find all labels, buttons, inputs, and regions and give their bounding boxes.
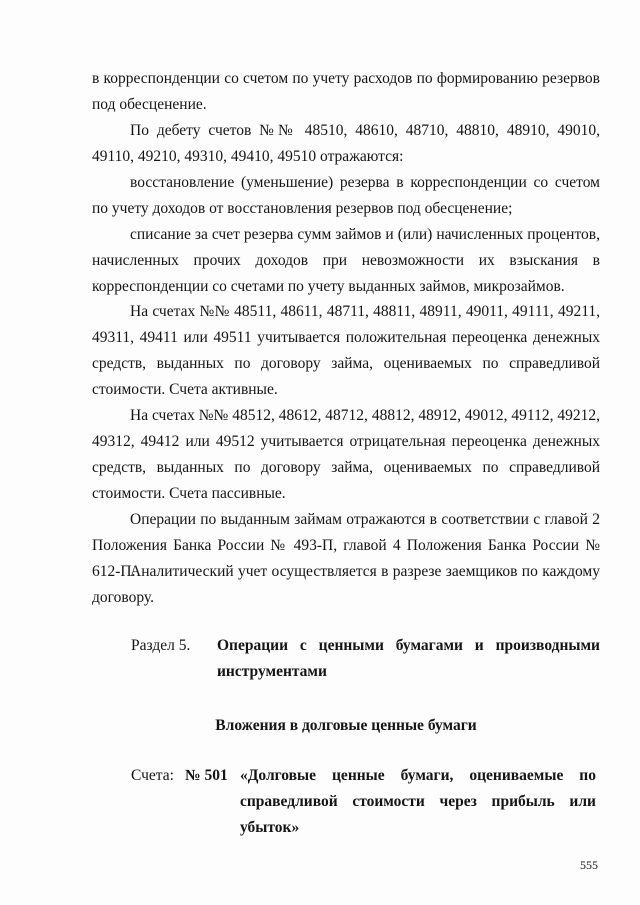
section-label: Раздел 5. (131, 637, 191, 654)
paragraph-4: списание за счет резерва сумм займов и (или) начисленных процентов, начисленных прочих доходов при невозможности их взыскания в корреспонденции со счетами по учету выданных займов, микрозаймов. (92, 226, 600, 295)
subheading: Вложения в долговые ценные бумаги (215, 717, 477, 734)
paragraph-8: Аналитический учет осуществляется в разрезе заемщиков по каждому договору. (92, 563, 600, 606)
paragraph-2: По дебету счетов №№ 48510, 48610, 48710, 48810, 48910, 49010, 49110, 49210, 49310, 49410, 49510 отражаются: (92, 122, 600, 165)
accounts-label: Счета: (131, 767, 174, 784)
account-number: № 501 (185, 767, 228, 784)
page-number: 555 (580, 858, 598, 872)
paragraph-3: восстановление (уменьшение) резерва в корреспонденции со счетом по учету доходов от восстановления резервов под обесценение; (92, 174, 600, 217)
section-title: Операции с ценными бумагами и производными инструментами (217, 637, 600, 680)
paragraph-5: На счетах №№ 48511, 48611, 48711, 48811, 48911, 49011, 49111, 49211, 49311, 49411 или 49511 учитывается положительная переоценка денежных средств, выданных по договору займа, оцениваемых по справедливой стоимости. Счета активные. (92, 303, 600, 398)
paragraph-7: Операции по выданным займам отражаются в соответствии с главой 2 Положения Банка России № 493-П, главой 4 Положения Банка России № 612-П. (92, 511, 600, 580)
paragraph-6: На счетах №№ 48512, 48612, 48712, 48812, 48912, 49012, 49112, 49212, 49312, 49412 или 49512 учитывается отрицательная переоценка денежных средств, выданных по договору займа, оцениваемых по справедливой стоимости. Счета пассивные. (92, 407, 600, 502)
account-title: «Долговые ценные бумаги, оцениваемые по справедливой стоимости через прибыль или убыток» (240, 767, 596, 836)
paragraph-1: в корреспонденции со счетом по учету расходов по формированию резервов под обесценение. (92, 70, 600, 113)
